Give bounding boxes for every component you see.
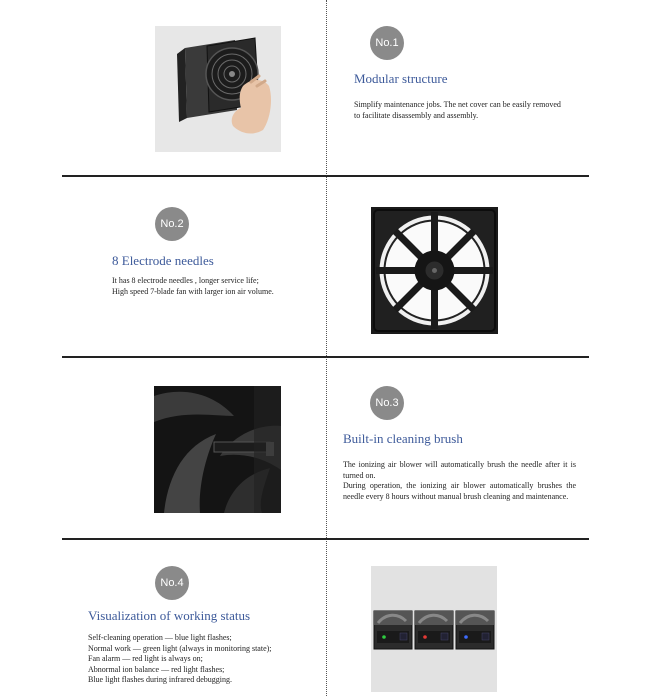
section-rule-3 bbox=[62, 538, 589, 540]
desc-line: The ionizing air blower will automatically brush the needle after it is turned on. bbox=[343, 460, 576, 480]
desc-line: High speed 7-blade fan with larger ion air volume. bbox=[112, 286, 274, 296]
badge-no4: No.4 bbox=[155, 566, 189, 600]
status-lights-photo bbox=[371, 566, 497, 692]
desc-line: Normal work — green light (always in monitoring state); bbox=[88, 643, 272, 653]
fan-blades-closeup-photo bbox=[154, 386, 281, 513]
badge-no2: No.2 bbox=[155, 207, 189, 241]
title-built-in-cleaning-brush: Built-in cleaning brush bbox=[343, 431, 463, 446]
fan-grille-photo bbox=[371, 207, 498, 334]
title-visualization-of-working-status: Visualization of working status bbox=[88, 608, 251, 623]
desc-built-in-cleaning-brush bbox=[343, 460, 576, 502]
center-divider bbox=[326, 0, 327, 696]
title-modular-structure: Modular structure bbox=[354, 71, 448, 86]
badge-no1: No.1 bbox=[370, 26, 404, 60]
desc-line: Blue light flashes during infrared debugging. bbox=[88, 675, 232, 684]
desc-visualization-of-working-status bbox=[88, 633, 313, 686]
desc-line: During operation, the ionizing air blower automatically brushes the needle every 8 hours without manual brush cleaning and maintenance. bbox=[343, 481, 576, 501]
desc-electrode-needles bbox=[112, 276, 312, 297]
title-electrode-needles: 8 Electrode needles bbox=[112, 253, 214, 268]
desc-line: It has 8 electrode needles , longer service life; bbox=[112, 276, 259, 285]
modular-fan-unit-photo bbox=[155, 26, 281, 152]
desc-line: Fan alarm — red light is always on; bbox=[88, 654, 203, 663]
desc-modular-structure bbox=[354, 100, 594, 121]
desc-line: Abnormal ion balance — red light flashes; bbox=[88, 664, 225, 674]
desc-line: Simplify maintenance jobs. The net cover can be easily removed bbox=[354, 100, 561, 109]
section-rule-2 bbox=[62, 356, 589, 358]
badge-no3: No.3 bbox=[370, 386, 404, 420]
section-rule-1 bbox=[62, 175, 589, 177]
desc-line: to facilitate disassembly and assembly. bbox=[354, 110, 479, 120]
desc-line: Self-cleaning operation — blue light flashes; bbox=[88, 633, 232, 642]
